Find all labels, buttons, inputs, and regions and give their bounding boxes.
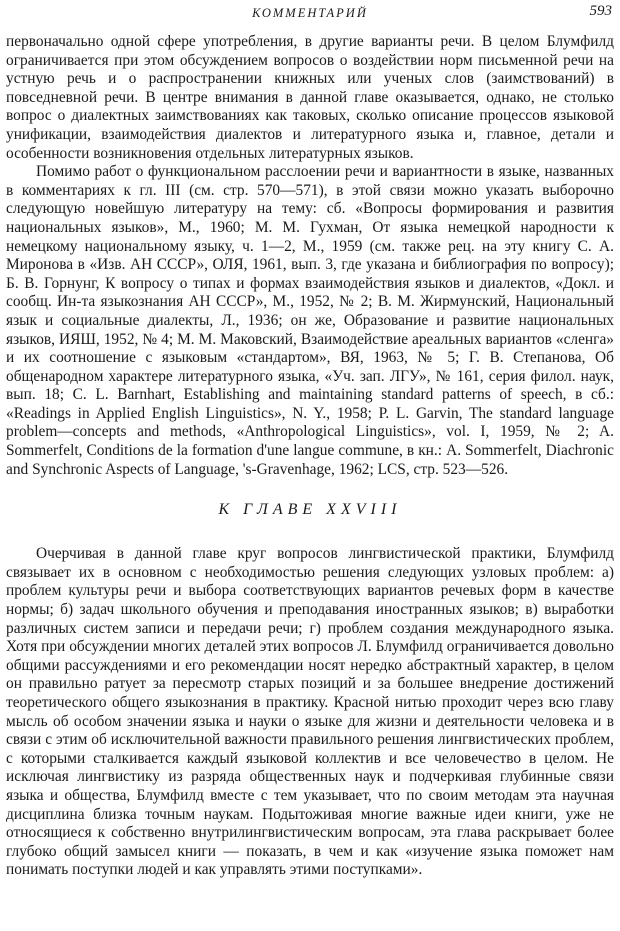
paragraph-chapter-28: Очерчивая в данной главе круг вопросов лингвистической практики, Блумфилд связывает их в основном с необходимостью решения следующих узловых проблем: а) проблем культуры речи и выбора соответствующих вариантов речевых форм в качестве нормы; б) задач школьного обучения и преподавания иностранных языков; в) выработки различных систем записи и передачи речи; г) проблем создания международного языка. Хотя при обсуждении многих деталей этих вопросов Л. Блумфилд ограничивается довольно общими рассуждениями и его рекомендации носят нередко абстрактный характер, в целом он правильно ратует за пересмотр старых позиций и за большее внедрение достижений теоретического общего языкознания в практику. Красной нитью проходит через всю главу мысль об особом значении языка и науки о языке для жизни и деятельности человека и в связи с этим об исключительной важности правильного решения лингвистических проблем, с которыми сталкивается каждый языковой коллектив и все человечество в целом. Не исключая лингвистику из разряда общественных наук и подчеркивая глубинные связи языка и общества, Блумфилд вместе с тем указывает, что по своим методам эта научная дисциплина близка точным наукам. Подытоживая многие важные идеи книги, уже не относящиеся к собственно внутрилингвистическим вопросам, эта глава раскрывает более глубоко общий замысел книги — показать, в чем и как «изучение языка поможет нам понимать поступки людей и как управлять этими поступками».	[6, 545, 614, 879]
page-number: 593	[589, 3, 612, 19]
paragraph-literature: Помимо работ о функциональном расслоении речи и вариантности в языке, названных в комментариях к гл. III (см. стр. 570—571), в этой связи можно указать выборочно следующую новейшую литературу на тему: сб. «Вопросы формирования и развития национальных языков», М., 1960; М. М. Гухман, От языка немецкой народности к немецкому национальному языку, ч. 1—2, М., 1959 (см. также рец. на эту книгу С. А. Миронова в «Изв. АН СССР», ОЛЯ, 1961, вып. 3, где указана и библиография по вопросу); Б. В. Горнунг, К вопросу о типах и формах взаимодействия языков и диалектов, «Докл. и сообщ. Ин-та языкознания АН СССР», М., 1952, № 2; В. М. Жирмунский, Национальный язык и социальные диалекты, Л., 1936; он же, Образование и развитие национальных языков, ИЯШ, 1952, № 4; М. М. Маковский, Взаимодействие ареальных вариантов «сленга» и их соотношение с языковым «стандартом», ВЯ, 1963, № 5; Г. В. Степанова, Об общенародном характере литературного языка, «Уч. зап. ЛГУ», № 161, серия филол. наук, вып. 18; C. L. Barnhart, Establishing and maintaining standard patterns of speech, в сб.: «Readings in Applied English Linguistics», N. Y., 1958; P. L. Garvin, The standard language problem—concepts and methods, «Anthropological Linguistics», vol. I, 1959, № 2; A. Sommerfelt, Conditions de la formation d'une langue commune, в кн.: A. Sommerfelt, Diachronic and Synchronic Aspects of Language, 's-Gravenhage, 1962; LCS, стр. 523—526.	[6, 163, 614, 478]
paragraph-continuation: первоначально одной сфере употребления, в другие варианты речи. В целом Блумфилд ограничивается при этом обсуждением вопросов о воздействии норм письменной речи на устную речь и о распространении книжных или ученых слов (заимствований) в повседневной речи. В центре внимания в данной главе оказывается, однако, не столько вопрос о диалектных заимствованиях как таковых, сколько описание процессов языковой унификации, взаимодействия диалектов и литературного языка и, главное, детали и особенности возникновения отдельных литературных языков.	[6, 33, 614, 162]
running-head	[6, 0, 614, 30]
chapter-heading: К ГЛАВЕ XXVIII	[218, 501, 402, 519]
book-page	[6, 0, 614, 931]
running-title: КОММЕНТАРИЙ	[252, 6, 368, 20]
